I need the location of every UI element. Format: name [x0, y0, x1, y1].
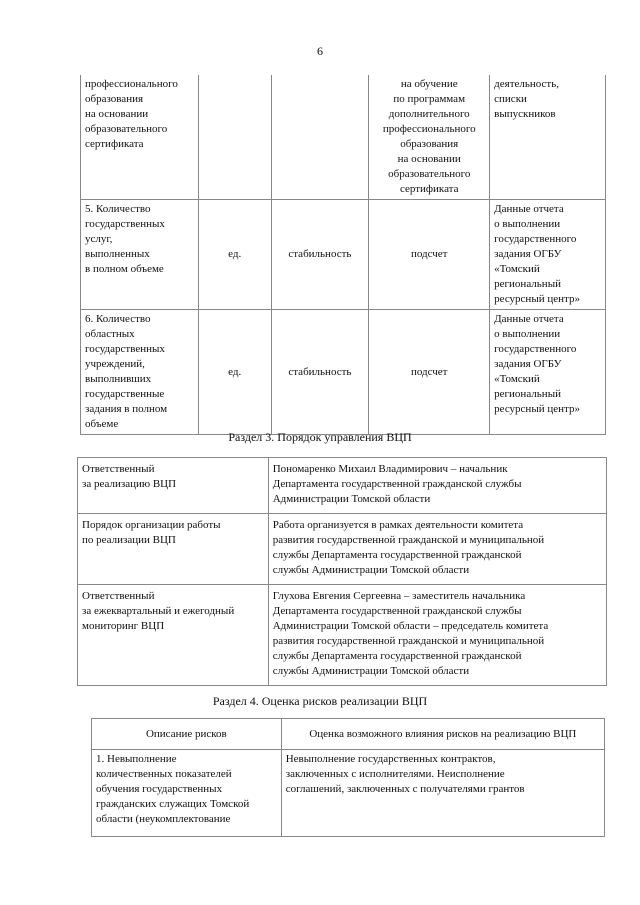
risk-description-cell: 1. Невыполнение количественных показателей обучения государственных гражданских служащих Томской области (неукомплектование [92, 750, 282, 837]
unit-cell [198, 75, 271, 200]
management-label-cell: Порядок организации работы по реализации ВЦП [78, 514, 269, 585]
management-label-cell: Ответственный за реализацию ВЦП [78, 458, 269, 514]
method-cell: на обучение по программам дополнительного профессионального образования на основании образовательного сертификата [369, 75, 490, 200]
method-cell: подсчет [369, 200, 490, 310]
indicator-name-cell: 5. Количество государственных услуг, выполненных в полном объеме [81, 200, 199, 310]
table-row [92, 750, 605, 837]
management-label-cell: Ответственный за ежеквартальный и ежегодный мониторинг ВЦП [78, 585, 269, 686]
trend-cell: стабильность [271, 310, 369, 435]
management-value-cell: Глухова Евгения Сергеевна – заместитель начальника Департамента государственной гражданской службы Администрации Томской области – председатель комитета развития государственной гражданской и муниципальной службы Департамента государственной гражданской службы Администрации Томской области [268, 585, 606, 686]
unit-cell: ед. [198, 200, 271, 310]
management-table [77, 457, 607, 686]
risk-impact-header: Оценка возможного влияния рисков на реализацию ВЦП [281, 719, 604, 750]
management-value-cell: Пономаренко Михаил Владимирович – начальник Департамента государственной гражданской службы Администрации Томской области [268, 458, 606, 514]
trend-cell [271, 75, 369, 200]
management-value-cell: Работа организуется в рамках деятельности комитета развития государственной гражданской и муниципальной службы Департамента государственной гражданской службы Администрации Томской области [268, 514, 606, 585]
risk-impact-cell: Невыполнение государственных контрактов, заключенных с исполнителями. Неисполнение соглашений, заключенных с получателями грантов [281, 750, 604, 837]
table-row [78, 585, 607, 686]
indicator-name-cell: 6. Количество областных государственных учреждений, выполнивших государственные задания в полном объеме [81, 310, 199, 435]
section4-title: Раздел 4. Оценка рисков реализации ВЦП [212, 694, 428, 708]
table-row [78, 458, 607, 514]
indicators-table [80, 75, 606, 435]
risks-table [91, 718, 605, 837]
indicator-name-cell: профессионального образования на основании образовательного сертификата [81, 75, 199, 200]
table-row [81, 75, 606, 200]
trend-cell: стабильность [271, 200, 369, 310]
unit-cell: ед. [198, 310, 271, 435]
table-row [78, 514, 607, 585]
page-number: 6 [317, 44, 323, 58]
source-cell: Данные отчета о выполнении государственного задания ОГБУ «Томский региональный ресурсный центр» [490, 310, 606, 435]
section3-title: Раздел 3. Порядок управления ВЦП [228, 430, 412, 444]
table-row [81, 310, 606, 435]
table-row [81, 200, 606, 310]
method-cell: подсчет [369, 310, 490, 435]
risk-description-header: Описание рисков [92, 719, 282, 750]
source-cell: Данные отчета о выполнении государственного задания ОГБУ «Томский региональный ресурсный центр» [490, 200, 606, 310]
source-cell: деятельность, списки выпускников [490, 75, 606, 200]
table-header-row [92, 719, 605, 750]
